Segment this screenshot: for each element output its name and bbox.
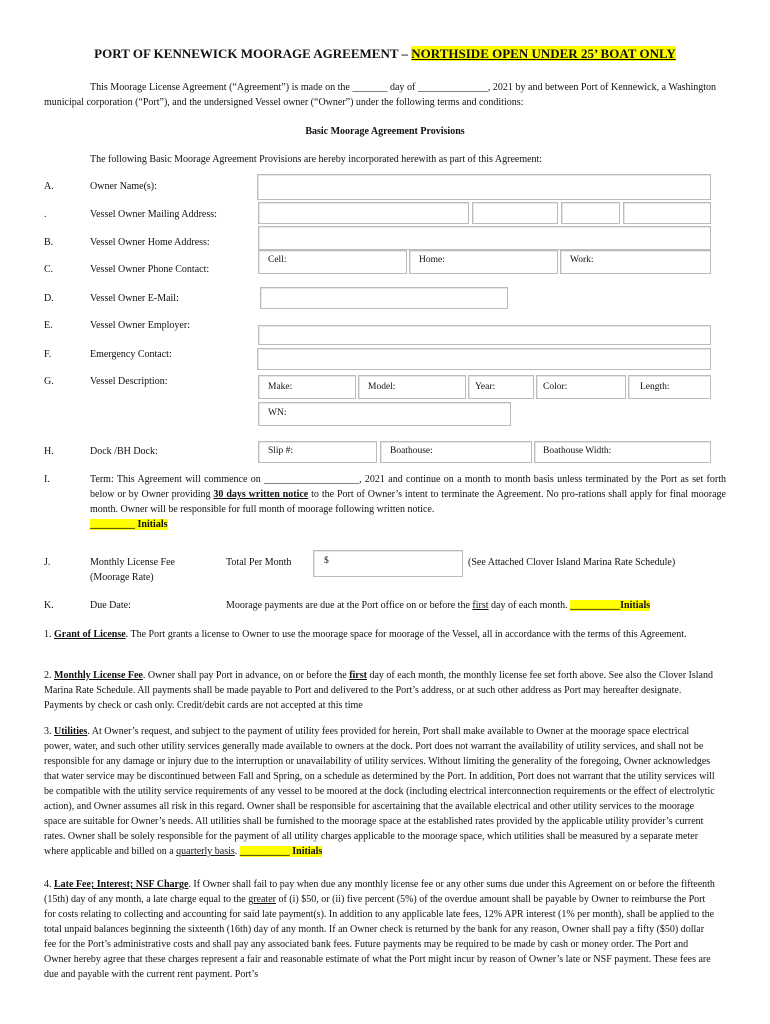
make-label: Make: [268, 382, 293, 392]
color-field[interactable] [536, 375, 626, 399]
employer-field[interactable] [258, 325, 711, 345]
model-label: Model: [368, 382, 396, 392]
length-field[interactable] [628, 375, 711, 399]
slip-label: Slip #: [268, 446, 294, 456]
clause-3-initials[interactable]: __________ Initials [239, 846, 323, 857]
monthly-amount-field[interactable] [313, 550, 463, 577]
wn-label: WN: [268, 408, 287, 418]
email-label: Vessel Owner E-Mail: [90, 293, 179, 304]
due-text-a: Moorage payments are due at the Port office on or before the [226, 600, 473, 611]
clause-3-quarterly: quarterly basis [176, 846, 235, 857]
clause-4-text-a: . If Owner shall fail to pay when due any monthly license fee or any other sums due under this Agreement on or before the fifteenth (15th) day of any month, a late charge equal to the [44, 879, 715, 905]
slip-field[interactable] [258, 441, 377, 463]
due-initials[interactable]: __________Initials [570, 600, 651, 611]
field-a-letter: A. [44, 181, 54, 192]
license-fee-label [90, 555, 175, 585]
field-d-letter: D. [44, 293, 54, 304]
cell-phone-field[interactable] [258, 250, 407, 274]
clause-3-num: 3. [44, 726, 54, 737]
clause-1-num: 1. [44, 629, 54, 640]
boathouse-width-label: Boathouse Width: [543, 446, 612, 456]
field-k-letter: K. [44, 600, 54, 611]
clause-3-heading: Utilities [54, 726, 88, 737]
page-title [0, 46, 770, 62]
work-phone-field[interactable] [560, 250, 711, 274]
term-notice: 30 days written notice [213, 489, 309, 500]
dock-label: Dock /BH Dock: [90, 446, 158, 457]
clause-3 [44, 724, 716, 859]
dollar-sign: $ [324, 556, 329, 566]
vessel-description-label: Vessel Description: [90, 376, 168, 387]
section-intro: The following Basic Moorage Agreement Provisions are hereby incorporated herewith as part of this Agreement: [90, 154, 543, 165]
clause-4-greater: greater [248, 894, 276, 905]
field-i-letter: I. [44, 474, 50, 485]
clause-4-num: 4. [44, 879, 54, 890]
field-h-letter: H. [44, 446, 54, 457]
home-address-label: Vessel Owner Home Address: [90, 237, 210, 248]
field-mail-letter: . [44, 209, 47, 220]
field-e-letter: E. [44, 320, 53, 331]
clause-2-first: first [349, 670, 367, 681]
boathouse-label: Boathouse: [390, 446, 433, 456]
owner-name-label: Owner Name(s): [90, 181, 157, 192]
email-field[interactable] [260, 287, 508, 309]
clause-1-heading: Grant of License [54, 629, 126, 640]
term-initials[interactable]: _________ Initials [90, 519, 168, 530]
mailing-zip-field[interactable] [623, 202, 711, 224]
rate-schedule-note: (See Attached Clover Island Marina Rate Schedule) [468, 557, 676, 568]
year-field[interactable] [468, 375, 534, 399]
clause-4 [44, 877, 716, 982]
home-address-field[interactable] [258, 226, 711, 250]
title-highlight: NORTHSIDE OPEN UNDER 25’ BOAT ONLY [411, 46, 676, 61]
length-label: Length: [640, 382, 670, 392]
clause-2-heading: Monthly License Fee [54, 670, 143, 681]
due-text-b: day of each month. [488, 600, 568, 611]
clause-3-text-a: . At Owner’s request, and subject to the payment of utility fees provided for herein, Port shall make available to Owner at the moorage space electrical power, water, and such other utility services generally made available to owners at the dock. Port does not warrant the availability of utility services, and shall not be responsible for any damage or injury due to the interruption or unavailability of utility services. Without limiting the generality of the foregoing, Owner acknowledges that water service may be discontinued between Fall and Spring, on a schedule as determined by the Port. In addition, Port does not warrant that the utility services will be compatible with the utility service requirements of any vessel to be moored at the dock (including electrical interconnection requirements or the effect of electrolytic action), and Owner assumes all risk in this regard. Owner shall be responsible for ascertaining that the available electrical and other utility services to the moorage space are suitable for Owner’s needs. All utilities shall be furnished to the moorage space at the established rates provided by the applicable utility provider’s current rates. Owner shall be solely responsible for the payment of all utility charges applicable to the moorage space, which utilities shall be measured by a separate meter where applicable and billed on a [44, 726, 715, 857]
boathouse-width-field[interactable] [534, 441, 711, 463]
year-label: Year: [475, 382, 496, 392]
make-field[interactable] [258, 375, 356, 399]
wn-field[interactable] [258, 402, 511, 426]
employer-label: Vessel Owner Employer: [90, 320, 190, 331]
mailing-state-field[interactable] [561, 202, 620, 224]
color-label: Color: [543, 382, 568, 392]
field-b-letter: B. [44, 237, 54, 248]
term-text-b: to the Port of Owner’s intent to terminate the Agreement. No pro-rations shall apply for final moorage month. Owner will be responsible for full month of moorage following written notice. [90, 489, 726, 515]
clause-2-num: 2. [44, 670, 54, 681]
license-fee-label-1: Monthly License Fee [90, 557, 175, 568]
cell-label: Cell: [268, 255, 287, 265]
phone-contact-label: Vessel Owner Phone Contact: [90, 264, 210, 275]
field-g-letter: G. [44, 376, 54, 387]
home-phone-field[interactable] [409, 250, 558, 274]
mailing-address-label: Vessel Owner Mailing Address: [90, 209, 217, 220]
boathouse-field[interactable] [380, 441, 532, 463]
emergency-contact-label: Emergency Contact: [90, 349, 172, 360]
clause-3-text-b: . [234, 846, 240, 857]
intro-paragraph: This Moorage License Agreement (“Agreement”) is made on the _______ day of ______________, 2021 by and between Port of Kennewick, a Washington municipal corporation (“Port”), and the undersigned Vessel owner (“Owner”) under the following terms and conditions: [44, 82, 716, 108]
clause-4-heading: Late Fee; Interest; NSF Charge [54, 879, 189, 890]
title-main: PORT OF KENNEWICK MOORAGE AGREEMENT – [94, 46, 412, 61]
due-date-label: Due Date: [90, 600, 131, 611]
field-c-letter: C. [44, 264, 54, 275]
total-per-month-label: Total Per Month [226, 557, 292, 568]
field-j-letter: J. [44, 557, 51, 568]
emergency-contact-field[interactable] [257, 348, 711, 370]
owner-name-field[interactable] [257, 174, 711, 200]
due-date-text [226, 600, 650, 611]
work-label: Work: [570, 255, 594, 265]
model-field[interactable] [358, 375, 466, 399]
clause-1-text: . The Port grants a license to Owner to use the moorage space for moorage of the Vessel, all in accordance with the terms of this Agreement. [125, 629, 687, 640]
home-label: Home: [419, 255, 445, 265]
clause-1 [44, 627, 716, 642]
field-f-letter: F. [44, 349, 52, 360]
mailing-city-field[interactable] [472, 202, 558, 224]
clause-4-text-b: of (i) $50, or (ii) five percent (5%) of the overdue amount shall be payable by Owner to reimburse the Port for costs relating to collecting and accounting for said late payment(s). In addition to any applicable late fees, 12% APR interest (1% per month), shall be applied to the total unpaid balances beginning the sixteenth (16th) day of any month. If an Owner check is returned by the bank for any reason, Owner shall pay a fifty ($50) dollar fee for the Port’s administrative costs and shall pay any associated bank fees. Future payments may be required to be made by cash or money order. The Port and Owner hereby agree that these charges represent a fair and reasonable estimate of what the Port might incur by reason of Owner’s late or NSF payment. These fees are due and payable with the current rent payment. Port’s [44, 894, 715, 980]
mailing-street-field[interactable] [258, 202, 469, 224]
due-first: first [472, 600, 489, 611]
clause-2-text-b: day of each month, the monthly license fee set forth above. See also the Clover Island Marina Rate Schedule. All payments shall be made payable to Port and delivered to the Port’s address, or at such other address as Port may hereafter designate. Payments by check or cash only. Credit/debit cards are not accepted at this time [44, 670, 713, 711]
clause-2 [44, 668, 716, 713]
license-fee-label-2: (Moorage Rate) [90, 572, 154, 583]
term-paragraph [90, 472, 726, 532]
section-heading: Basic Moorage Agreement Provisions [305, 126, 465, 137]
term-text-a: Term: This Agreement will commence on ___________________, 2021 and continue on a month to month basis unless terminated by the Port as set forth below or by Owner providing [90, 474, 726, 500]
clause-2-text-a: . Owner shall pay Port in advance, on or before the [142, 670, 350, 681]
